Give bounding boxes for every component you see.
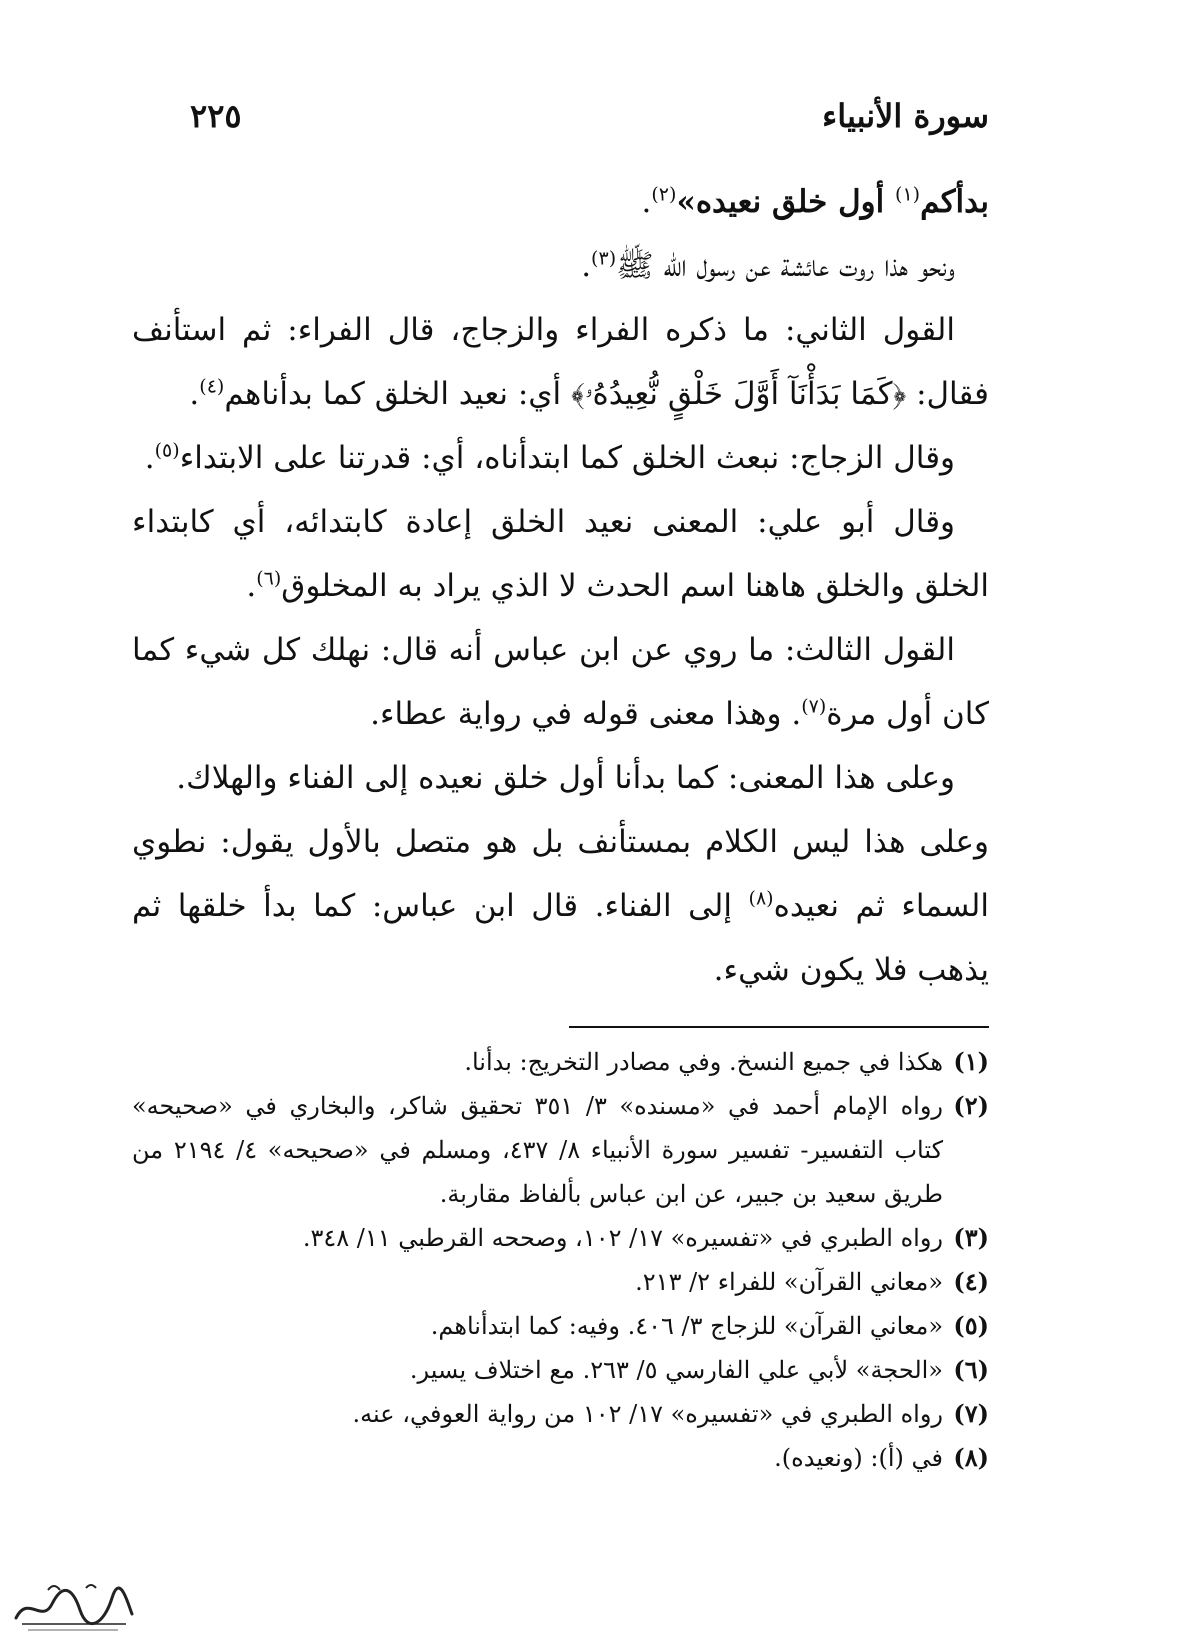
text-run: . (641, 184, 652, 220)
footnote-ref[interactable]: (٨) (748, 887, 774, 910)
footnote-number: (٦) (953, 1355, 989, 1384)
footnote-ref[interactable]: (٣) (591, 247, 617, 270)
paragraph-7 (132, 746, 989, 810)
footnote-text: في (أ): (ونعيده). (774, 1444, 943, 1472)
paragraph-3 (132, 298, 989, 426)
paragraph-8 (132, 810, 989, 1002)
footnote-number: (٣) (953, 1223, 989, 1252)
footnote-item (132, 1040, 989, 1084)
footnote-divider (569, 1026, 989, 1028)
footnote-text: رواه الطبري في «تفسيره» ١٧/ ١٠٢، وصححه القرطبي ١١/ ٣٤٨. (302, 1224, 943, 1252)
text-run: . (581, 248, 592, 284)
main-text (132, 170, 989, 1002)
text-run: . (246, 568, 257, 604)
footnote-ref[interactable]: (٥) (154, 439, 180, 462)
paragraph-6 (132, 618, 989, 746)
text-run: وقال أبو علي: المعنى نعيد الخلق إعادة كابتدائه، أي كابتداء الخلق والخلق هاهنا اسم الحدث لا الذي يراد به المخلوق (132, 504, 989, 604)
footnote-item (132, 1260, 989, 1304)
footnote-text: «الحجة» لأبي علي الفارسي ٥/ ٢٦٣. مع اختلاف يسير. (409, 1356, 943, 1384)
text-run: وعلى هذا المعنى: كما بدأنا أول خلق نعيده إلى الفناء والهلاك. (176, 760, 955, 796)
footnote-item (132, 1216, 989, 1260)
text-run: ونحو هذا روت عائشة عن رسول الله ﷺ (616, 248, 955, 284)
footnote-text: هكذا في جميع النسخ. وفي مصادر التخريج: بدأنا. (464, 1048, 943, 1076)
text-run: . (144, 440, 155, 476)
footnote-text: رواه الطبري في «تفسيره» ١٧/ ١٠٢ من رواية العوفي، عنه. (352, 1400, 943, 1428)
paragraph-5 (132, 490, 989, 618)
footnotes (132, 1040, 989, 1480)
footnote-text: رواه الإمام أحمد في «مسنده» ٣/ ٣٥١ تحقيق شاكر، والبخاري في «صحيحه» كتاب التفسير- تفسير سورة الأنبياء ٨/ ٤٣٧، ومسلم في «صحيحه» ٤/ ٢١٩٤ من طريق سعيد بن جبير، عن ابن عباس بألفاظ مقاربة. (132, 1092, 944, 1208)
footnote-number: (٤) (953, 1267, 989, 1296)
footnote-number: (٨) (953, 1443, 989, 1472)
text-run: . (189, 376, 200, 412)
text-run: بدأكم (920, 184, 989, 220)
page-number: ٢٢٥ (190, 97, 242, 135)
text-run: وعلى هذا ليس الكلام بمستأنف بل هو متصل بالأول يقول: نطوي السماء ثم نعيده (132, 824, 989, 924)
text-run: . وهذا معنى قوله في رواية عطاء. (370, 696, 802, 732)
footnote-ref[interactable]: (٧) (801, 695, 827, 718)
footnote-number: (١) (953, 1047, 989, 1076)
footnote-number: (٢) (953, 1091, 989, 1120)
text-run: وقال الزجاج: نبعث الخلق كما ابتدأناه، أي: قدرتنا على الابتداء (179, 440, 955, 476)
text-run: أي: نعيد الخلق كما بدأناهم (224, 376, 572, 412)
text-run: إلى الفناء. قال ابن عباس: كما بدأ خلقها ثم يذهب فلا يكون شيء. (132, 888, 989, 988)
footnote-text: «معاني القرآن» للفراء ٢/ ٢١٣. (635, 1268, 943, 1296)
quran-verse: ﴿كَمَا بَدَأْنَآ أَوَّلَ خَلْقٍ نُّعِيدُهُۥ﴾ (571, 376, 907, 412)
footnote-item (132, 1392, 989, 1436)
surah-title: سورة الأنبياء (822, 97, 989, 135)
footnote-ref[interactable]: (٢) (651, 183, 677, 206)
footnote-number: (٥) (953, 1311, 989, 1340)
paragraph-1 (132, 170, 989, 234)
page-header (190, 92, 989, 140)
footnote-ref[interactable]: (١) (895, 183, 921, 206)
paragraph-4 (132, 426, 989, 490)
text-run: القول الثالث: ما روي عن ابن عباس أنه قال: نهلك كل شيء كما كان أول مرة (132, 632, 989, 732)
publisher-logo-icon (8, 1574, 138, 1636)
footnote-ref[interactable]: (٤) (199, 375, 225, 398)
footnote-item (132, 1436, 989, 1480)
text-run: القول الثاني: ما ذكره الفراء والزجاج، قال الفراء: ثم استأنف فقال: (132, 312, 989, 412)
footnote-item (132, 1304, 989, 1348)
text-run: أول خلق نعيده» (676, 184, 896, 220)
footnote-ref[interactable]: (٦) (256, 567, 282, 590)
paragraph-2 (132, 234, 989, 298)
footnote-item (132, 1084, 989, 1216)
footnote-item (132, 1348, 989, 1392)
footnote-text: «معاني القرآن» للزجاج ٣/ ٤٠٦. وفيه: كما ابتدأناهم. (430, 1312, 943, 1340)
footnote-number: (٧) (953, 1399, 989, 1428)
